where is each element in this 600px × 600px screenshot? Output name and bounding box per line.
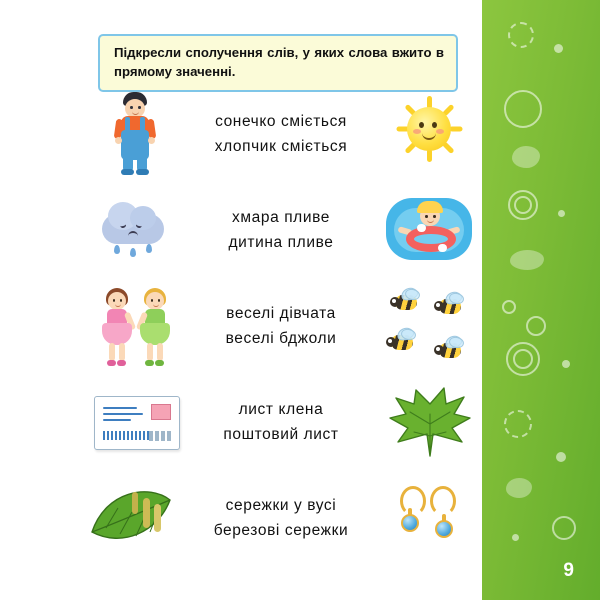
circle-deco-icon (508, 22, 534, 48)
maple-leaf-illustration (380, 376, 476, 468)
phrase-line[interactable]: поштовий лист (223, 426, 339, 443)
smiling-sun-illustration (380, 88, 476, 180)
exercise-row (86, 470, 476, 566)
exercise-list (86, 86, 476, 566)
dot-deco-icon (554, 44, 563, 53)
phrase-line[interactable]: веселі дівчата (226, 304, 336, 322)
circle-deco-icon (552, 516, 576, 540)
phrase-line[interactable]: хмара пливе (232, 208, 330, 226)
circle-deco-icon (513, 349, 533, 369)
word-pair (182, 493, 380, 543)
earrings-illustration (380, 472, 476, 564)
phrase-line[interactable]: лист клена (238, 400, 324, 418)
circle-deco-icon (514, 196, 532, 214)
task-instruction-box (98, 34, 458, 92)
page-number: 9 (563, 560, 574, 581)
dot-deco-icon (556, 452, 566, 462)
word-pair (182, 109, 380, 159)
task-instruction-text: Підкресли сполучення слів, у яких слова вжито в прямому значенні. (114, 45, 444, 79)
boy-illustration (86, 88, 182, 180)
phrase-line[interactable]: дитина пливе (228, 234, 334, 251)
exercise-row (86, 374, 476, 470)
phrase-line[interactable]: веселі бджоли (225, 330, 337, 347)
dot-deco-icon (562, 360, 570, 368)
side-band-pattern (482, 0, 600, 600)
blob-deco-icon (510, 250, 544, 270)
girl-in-swim-ring-illustration (380, 184, 476, 276)
dot-deco-icon (512, 534, 519, 541)
blob-deco-icon (506, 478, 532, 498)
phrase-line[interactable]: сережки у вусі (225, 496, 337, 514)
rain-cloud-illustration (86, 184, 182, 276)
phrase-line[interactable]: хлопчик сміється (214, 138, 348, 155)
decorative-side-band (482, 0, 600, 600)
dot-deco-icon (558, 210, 565, 217)
blob-deco-icon (512, 146, 540, 168)
word-pair (182, 397, 380, 447)
circle-deco-icon (526, 316, 546, 336)
birch-catkins-illustration (86, 472, 182, 564)
exercise-row (86, 182, 476, 278)
envelope-illustration (86, 376, 182, 468)
word-pair (182, 301, 380, 351)
circle-deco-icon (502, 300, 516, 314)
exercise-row (86, 86, 476, 182)
exercise-row (86, 278, 476, 374)
phrase-line[interactable]: сонечко сміється (215, 112, 347, 130)
circle-deco-icon (504, 410, 532, 438)
word-pair (182, 205, 380, 255)
phrase-line[interactable]: березові сережки (213, 522, 349, 539)
bees-illustration (380, 280, 476, 372)
two-girls-illustration (86, 280, 182, 372)
circle-deco-icon (504, 90, 542, 128)
